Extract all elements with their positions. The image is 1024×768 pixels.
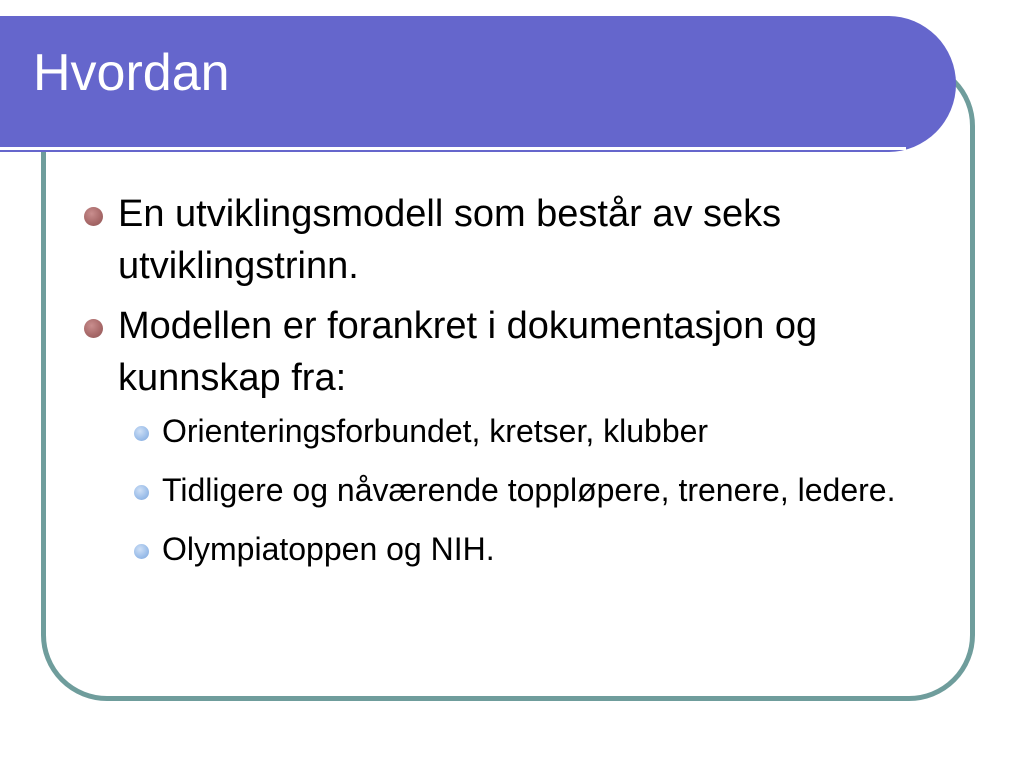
round-bullet-icon	[84, 207, 103, 226]
sub-bullet-list	[84, 410, 944, 570]
sub-bullet-text: Tidligere og nåværende toppløpere, trenere, ledere.	[162, 472, 896, 508]
round-sub-bullet-icon	[134, 426, 149, 441]
title-underline	[0, 147, 906, 150]
bullet-text: En utviklingsmodell som består av seks utviklingstrinn.	[118, 193, 782, 287]
slide-title: Hvordan	[33, 44, 230, 102]
sub-bullet-item	[132, 528, 944, 570]
sub-bullet-item	[132, 410, 944, 452]
sub-bullet-item	[132, 469, 944, 511]
bullet-item	[84, 188, 944, 292]
round-sub-bullet-icon	[134, 485, 149, 500]
bullet-item	[84, 300, 944, 570]
sub-bullet-text: Orienteringsforbundet, kretser, klubber	[162, 413, 709, 449]
round-bullet-icon	[84, 319, 103, 338]
bullet-list	[84, 188, 944, 587]
sub-bullet-text: Olympiatoppen og NIH.	[162, 531, 495, 567]
round-sub-bullet-icon	[134, 544, 149, 559]
bullet-text: Modellen er forankret i dokumentasjon og kunnskap fra:	[118, 305, 818, 399]
